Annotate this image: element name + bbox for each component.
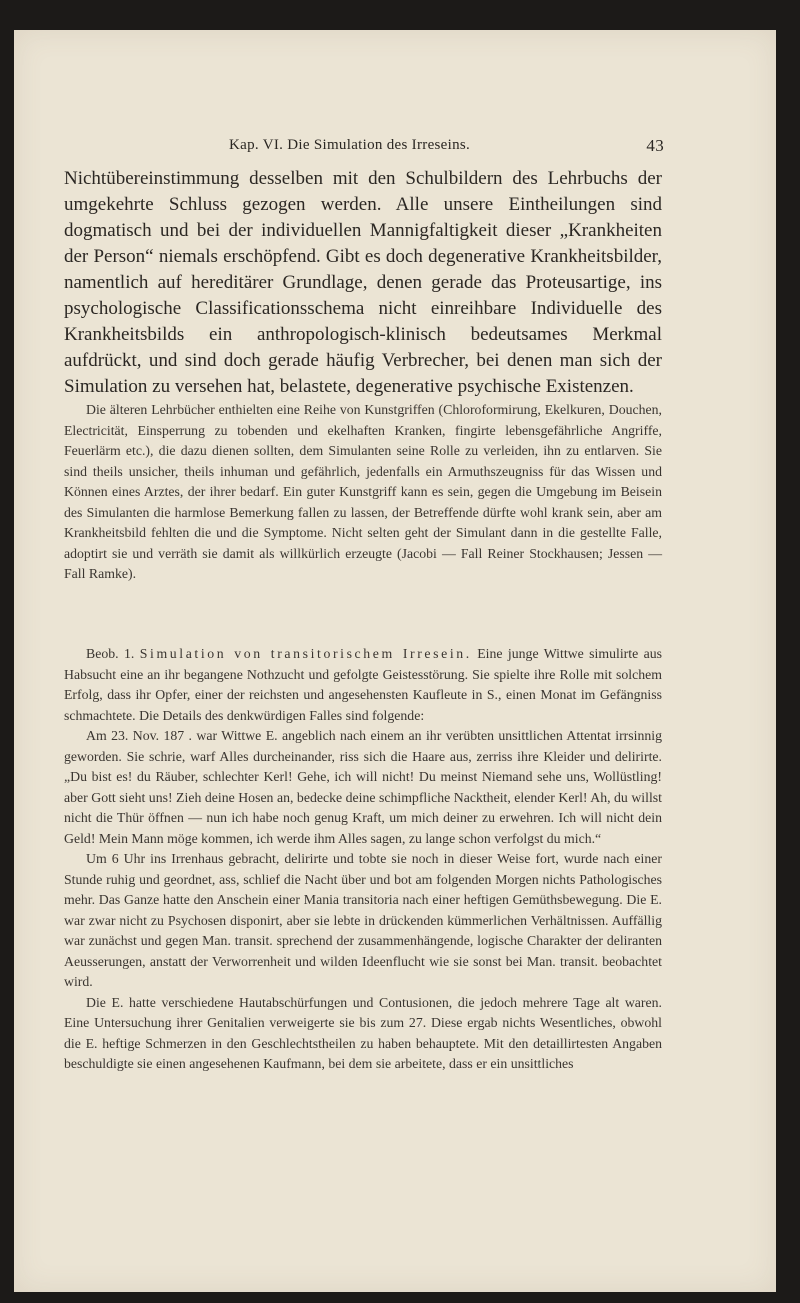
running-head: [64, 133, 664, 157]
book-page: [14, 30, 776, 1292]
case-label: Beob. 1.: [86, 646, 135, 661]
case-paragraph-3: Um 6 Uhr ins Irrenhaus gebracht, delirirte und tobte sie noch in dieser Weise fort, wurde nach einer Stunde ruhig und geordnet, ass, schlief die Nacht über und bot am folgenden Morgen nichts Pathologisches mehr. Das Ganze hatte den Anschein einer Mania transitoria nach einer heftigen Gemüthsbewegung. Die E. war zwar nicht zu Psychosen disponirt, aber sie lebte in drückenden kümmerlichen Verhältnissen. Auffällig war zunächst und gegen Man. transit. sprechend der zusammenhängende, logische Charakter der deliranten Aeusserungen, anstatt der Verworrenheit und wilden Ideenflucht wie sie sonst bei Man. transit. beobachtet wird.: [64, 851, 662, 989]
case-title: Simulation von transitorischem Irresein.: [139, 646, 472, 661]
main-text-block: [64, 166, 662, 400]
case-intro: Eine junge Wittwe simulirte aus Habsucht eine an ihr begangene Nothzucht und gefolgte Geistesstörung. Sie spielte ihre Rolle mit solchem Erfolg, dass ihr Opfer, einer der reichsten und angesehensten Kaufleute in S., einen Monat im Gefängniss schmachtete. Die Details des denkwürdigen Falles sind folgende:: [64, 646, 663, 723]
page-number: 43: [646, 136, 664, 155]
case-paragraph-4: Die E. hatte verschiedene Hautabschürfungen und Contusionen, die jedoch mehrere Tage alt waren. Eine Untersuchung ihrer Genitalien verweigerte sie bis zum 27. Diese ergab nichts Wesentliches, obwohl die E. heftige Schmerzen in den Geschlechtstheilen zu haben behauptete. Mit den detaillirtesten Angaben beschuldigte sie einen angesehenen Kaufmann, bei dem sie arbeitete, dass er ein unsittliches: [64, 994, 662, 1071]
case-block: [64, 644, 662, 1075]
chapter-title: Kap. VI. Die Simulation des Irreseins.: [229, 137, 471, 153]
main-paragraph: Nichtübereinstimmung desselben mit den Schulbildern des Lehrbuchs der umgekehrte Schluss gezogen werden. Alle unsere Eintheilungen sind dogmatisch und bei der individuellen Mannigfaltigkeit dieser „Krankheiten der Person“ niemals erschöpfend. Gibt es doch degenerative Krankheitsbilder, namentlich auf hereditärer Grundlage, denen gerade das Proteusartige, ins psychologische Classificationsschema nicht einreihbare Individuelle des Krankheitsbilds ein anthropologisch-klinisch bedeutsames Merkmal aufdrückt, und sind doch gerade häufig Verbrecher, bei denen man sich der Simulation zu versehen hat, belastete, degenerative psychische Existenzen.: [64, 168, 662, 397]
note-paragraph: Die älteren Lehrbücher enthielten eine Reihe von Kunstgriffen (Chloroformirung, Ekelkuren, Douchen, Electricität, Einsperrung zu tobenden und ekelhaften Kranken, fingirte lebensgefährliche Angriffe, Feuerlärm etc.), die dazu dienen sollten, dem Simulanten seine Rolle zu verleiden, ihn zu entlarven. Sie sind theils unsicher, theils inhuman und gefährlich, jedenfalls ein Armuthszeugniss für das Wissen und Können eines Arztes, der ihrer bedarf. Ein guter Kunstgriff kann es sein, gegen die Umgebung im Beisein des Simulanten die harmlose Bemerkung fallen zu lassen, der Betreffende dürfte wohl krank sein, aber am Krankheitsbild fehlten die und die Symptome. Nicht selten geht der Simulant dann in die gestellte Falle, adoptirt sie und verräth sie damit als willkürlich erzeugte (Jacobi — Fall Reiner Stockhausen; Jessen — Fall Ramke).: [64, 402, 662, 581]
case-paragraph-2: Am 23. Nov. 187 . war Wittwe E. angeblich nach einem an ihr verübten unsittlichen Attentat irrsinnig geworden. Sie schrie, warf Alles durcheinander, riss sich die Haare aus, zerriss ihre Kleider und delirirte. „Du bist es! du Räuber, schlechter Kerl! Gehe, ich will nicht! Du meinst Niemand sehe uns, Wollüstling! aber Gott sieht uns! Zieh deine Hosen an, bedecke deine schimpfliche Nacktheit, elender Kerl! Ah, du willst nicht die Thür öffnen — nun ich habe noch genug Kraft, um mich deiner zu erwehren. Ich will nicht dein Geld! Mein Mann möge kommen, ich werde ihm Alles sagen, zu lange schon verfolgst du mich.“: [64, 728, 662, 846]
case-intro-paragraph: [64, 644, 662, 726]
note-block: [64, 400, 662, 585]
